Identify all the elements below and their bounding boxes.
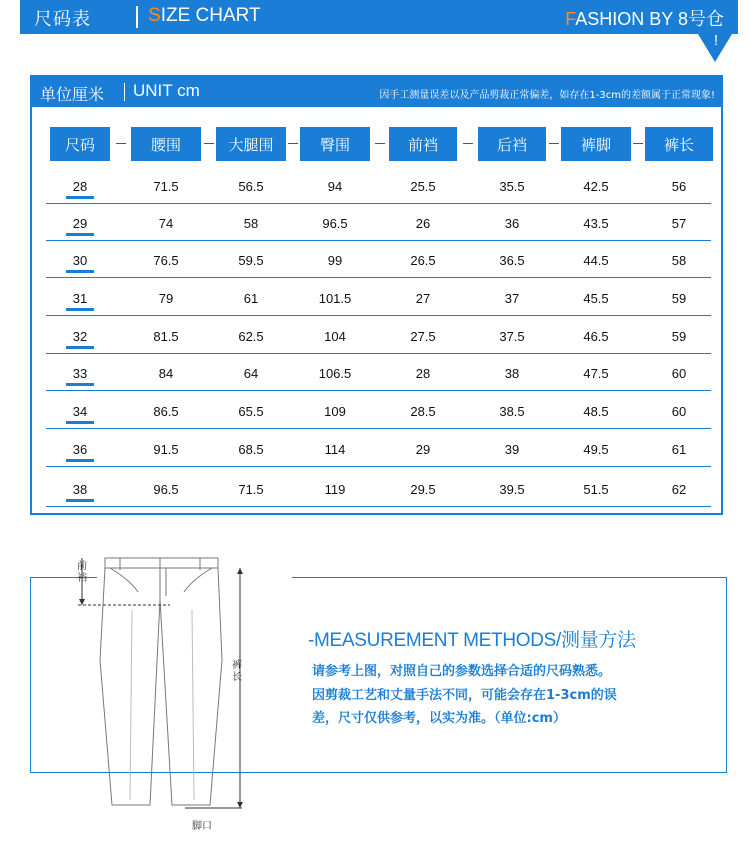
row-divider <box>46 277 711 278</box>
measurement-value-hip: 101.5 <box>318 291 352 306</box>
column-header-length: 裤长 <box>645 127 713 161</box>
measurement-value-length: 56 <box>671 179 687 194</box>
measurement-line-2: 因剪裁工艺和丈量手法不同，可能会存在1-3cm的误 <box>312 688 617 703</box>
row-divider <box>46 353 711 354</box>
measurement-value-hem: 45.5 <box>583 291 609 306</box>
measurement-value-front-rise: 29.5 <box>410 482 436 497</box>
measurement-value-hem: 43.5 <box>583 216 609 231</box>
column-header-size: 尺码 <box>50 127 110 161</box>
header-bar <box>20 0 738 49</box>
size-value: 30 <box>72 253 88 268</box>
header-dash <box>549 143 559 144</box>
header-dash <box>633 143 643 144</box>
measurement-value-hip: 114 <box>324 442 346 457</box>
row-divider <box>46 466 711 467</box>
measurement-value-hip: 96.5 <box>322 216 348 231</box>
measurement-value-hem: 49.5 <box>583 442 609 457</box>
measurement-value-hem: 44.5 <box>583 253 609 268</box>
measurement-value-back-rise: 36.5 <box>499 253 525 268</box>
size-underline <box>66 383 94 386</box>
measurement-value-thigh: 71.5 <box>238 482 264 497</box>
size-value: 38 <box>72 482 88 497</box>
measurement-value-waist: 91.5 <box>153 442 179 457</box>
measurement-value-front-rise: 26 <box>415 216 431 231</box>
size-chart-cn-title: 尺码表 <box>34 9 91 30</box>
measurement-value-back-rise: 37 <box>504 291 520 306</box>
measurement-value-length: 60 <box>671 366 687 381</box>
measurement-value-waist: 71.5 <box>153 179 179 194</box>
size-underline <box>66 421 94 424</box>
measurement-value-hip: 94 <box>327 179 343 194</box>
measurement-value-front-rise: 27 <box>415 291 431 306</box>
measurement-value-waist: 86.5 <box>153 404 179 419</box>
measurement-value-waist: 79 <box>158 291 174 306</box>
row-divider <box>46 506 711 507</box>
pants-diagram <box>60 550 270 840</box>
column-header-hip: 臀围 <box>300 127 370 161</box>
size-underline <box>66 196 94 199</box>
pants-length-label: 裤长 <box>232 660 242 683</box>
measurement-value-front-rise: 28.5 <box>410 404 436 419</box>
hem-label: 脚口 <box>192 821 212 832</box>
measurement-value-front-rise: 29 <box>415 442 431 457</box>
measurement-value-length: 58 <box>671 253 687 268</box>
measurement-value-thigh: 59.5 <box>238 253 264 268</box>
size-value: 33 <box>72 366 88 381</box>
unit-cn-label: 单位厘米 <box>40 85 105 104</box>
column-header-back-rise: 后裆 <box>478 127 546 161</box>
header-divider <box>136 6 138 28</box>
measurement-value-thigh: 64 <box>243 366 259 381</box>
measurement-value-thigh: 68.5 <box>238 442 264 457</box>
size-underline <box>66 270 94 273</box>
size-underline <box>66 308 94 311</box>
size-value: 36 <box>72 442 88 457</box>
measurement-value-back-rise: 37.5 <box>499 329 525 344</box>
unit-bar <box>32 77 721 107</box>
measurement-value-thigh: 62.5 <box>238 329 264 344</box>
size-underline <box>66 233 94 236</box>
measurement-value-thigh: 58 <box>243 216 259 231</box>
column-header-front-rise: 前裆 <box>389 127 457 161</box>
measurement-value-front-rise: 25.5 <box>410 179 436 194</box>
size-value: 32 <box>72 329 88 344</box>
measurement-value-back-rise: 36 <box>504 216 520 231</box>
size-value: 31 <box>72 291 88 306</box>
size-table-panel <box>30 75 723 515</box>
measurement-value-hip: 109 <box>324 404 346 419</box>
measurement-value-hem: 51.5 <box>583 482 609 497</box>
measurement-value-back-rise: 38.5 <box>499 404 525 419</box>
size-underline <box>66 499 94 502</box>
header-dash <box>116 143 126 144</box>
measurement-value-length: 57 <box>671 216 687 231</box>
row-divider <box>46 315 711 316</box>
measurement-value-waist: 76.5 <box>153 253 179 268</box>
row-divider <box>46 203 711 204</box>
measurement-value-hem: 47.5 <box>583 366 609 381</box>
measurement-value-length: 60 <box>671 404 687 419</box>
measurement-line-3: 差，尺寸仅供参考，以实为准。（单位:cm） <box>312 711 566 726</box>
size-value: 29 <box>72 216 88 231</box>
front-rise-label: 前裆 <box>77 561 87 584</box>
measurement-value-length: 61 <box>671 442 687 457</box>
measurement-value-hip: 99 <box>327 253 343 268</box>
size-value: 34 <box>72 404 88 419</box>
measurement-value-hip: 119 <box>324 482 346 497</box>
unit-divider <box>124 83 125 101</box>
measurement-value-waist: 96.5 <box>153 482 179 497</box>
measurement-value-hem: 42.5 <box>583 179 609 194</box>
measurement-value-front-rise: 28 <box>415 366 431 381</box>
measurement-value-back-rise: 35.5 <box>499 179 525 194</box>
measurement-line-1: 请参考上图，对照自己的参数选择合适的尺码熟悉。 <box>312 664 612 679</box>
brand-title: FASHION BY 8号仓 <box>565 9 724 29</box>
column-header-waist: 腰围 <box>131 127 201 161</box>
column-header-thigh: 大腿围 <box>216 127 286 161</box>
exclamation-icon: ! <box>713 32 718 49</box>
column-header-hem: 裤脚 <box>561 127 631 161</box>
measurement-value-front-rise: 27.5 <box>410 329 436 344</box>
measurement-value-hem: 46.5 <box>583 329 609 344</box>
measurement-value-back-rise: 39 <box>504 442 520 457</box>
header-dash <box>288 143 298 144</box>
measurement-value-waist: 84 <box>158 366 174 381</box>
header-dash <box>204 143 214 144</box>
measurement-value-hem: 48.5 <box>583 404 609 419</box>
measurement-value-back-rise: 39.5 <box>499 482 525 497</box>
measurement-value-waist: 81.5 <box>153 329 179 344</box>
size-chart-en-title: SIZE CHART <box>148 5 261 26</box>
row-divider <box>46 240 711 241</box>
measurement-value-hip: 104 <box>324 329 346 344</box>
size-underline <box>66 459 94 462</box>
measurement-value-thigh: 61 <box>243 291 259 306</box>
measurement-value-thigh: 65.5 <box>238 404 264 419</box>
measurement-tolerance-note: 因手工测量误差以及产品剪裁正常偏差，如存在1-3cm的差额属于正常现象! <box>379 90 715 101</box>
measurement-value-waist: 74 <box>158 216 174 231</box>
header-dash <box>463 143 473 144</box>
measurement-value-length: 62 <box>671 482 687 497</box>
measurement-value-thigh: 56.5 <box>238 179 264 194</box>
size-value: 28 <box>72 179 88 194</box>
row-divider <box>46 428 711 429</box>
measurement-value-length: 59 <box>671 291 687 306</box>
measurement-title: -MEASUREMENT METHODS/测量方法 <box>308 630 636 651</box>
row-divider <box>46 390 711 391</box>
measurement-value-back-rise: 38 <box>504 366 520 381</box>
size-underline <box>66 346 94 349</box>
header-dash <box>375 143 385 144</box>
unit-en-label: UNIT cm <box>133 81 200 100</box>
measurement-value-front-rise: 26.5 <box>410 253 436 268</box>
measurement-value-hip: 106.5 <box>318 366 352 381</box>
measurement-value-length: 59 <box>671 329 687 344</box>
